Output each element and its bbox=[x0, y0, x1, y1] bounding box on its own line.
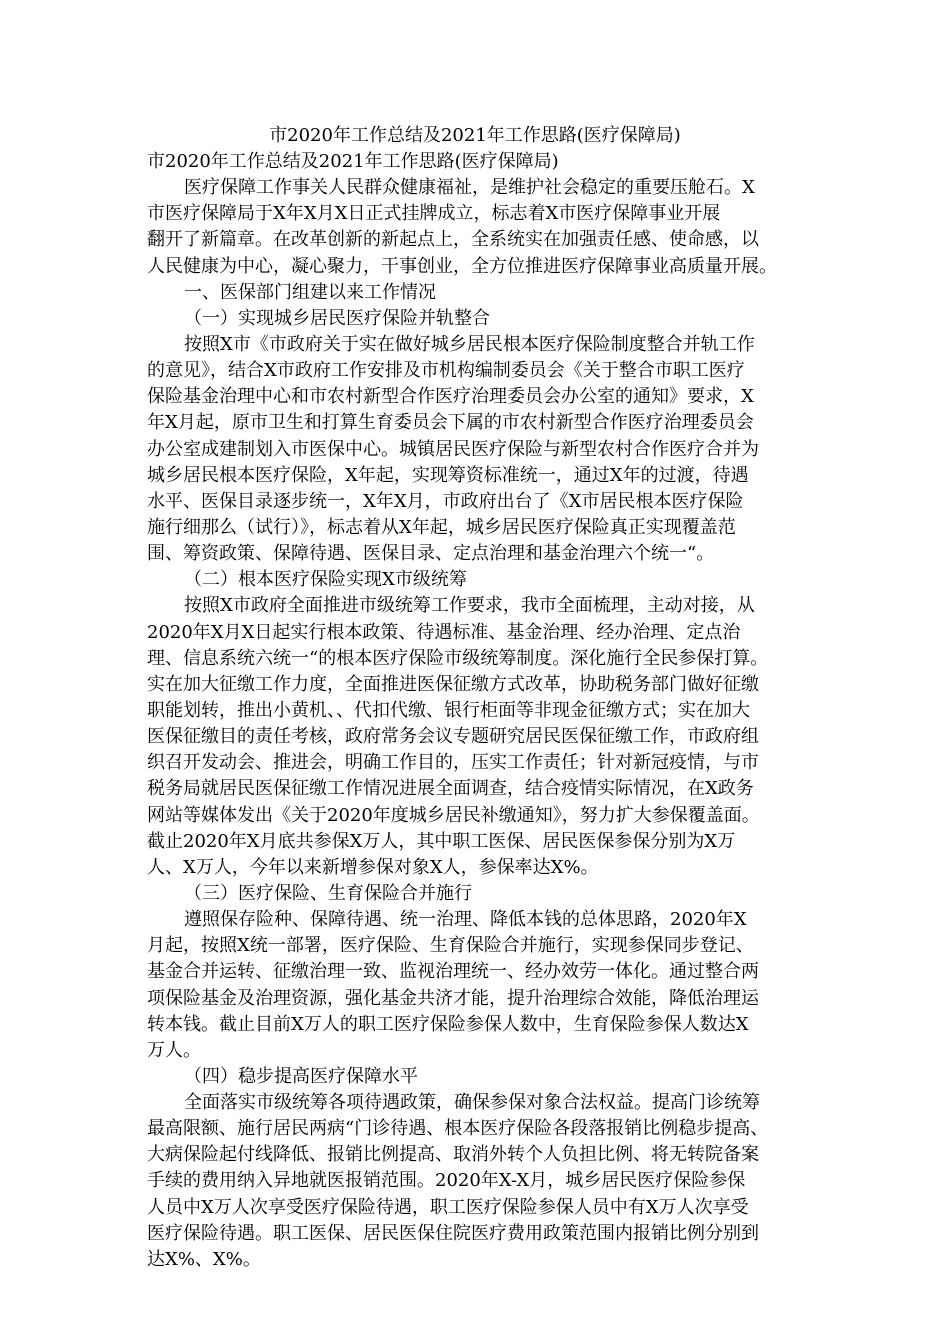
paragraph-line: 月起，按照X统一部署，医疗保险、生育保险合并施行，实现参保同步登记、 bbox=[147, 935, 754, 957]
paragraph-line: 医疗保险待遇。职工医保、居民医保住院医疗费用政策范围内报销比例分别到 bbox=[147, 1222, 759, 1244]
paragraph-line: 城乡居民根本医疗保险，X年起，实现筹资标准统一，通过X年的过渡，待遇 bbox=[147, 464, 749, 486]
paragraph-line: 实在加大征缴工作力度，全面推进医保征缴方式改革，协助税务部门做好征缴 bbox=[147, 673, 759, 695]
paragraph-line: 织召开发动会、推进会，明确工作目的，压实工作责任；针对新冠疫情，与市 bbox=[147, 752, 759, 774]
paragraph-line: 截止2020年X月底共参保X万人，其中职工医保、居民医保参保分别为X万 bbox=[147, 830, 736, 852]
text-line: 市2020年工作总结及2021年工作思路(医疗保障局) bbox=[147, 151, 559, 172]
paragraph-line: 办公室成建制划入市医保中心。城镇居民医疗保险与新型农村合作医疗合并为 bbox=[147, 438, 759, 460]
paragraph-line: 职能划转，推出小黄机、、代扣代缴、银行柜面等非现金征缴方式；实在加大 bbox=[147, 699, 750, 721]
paragraph-line: 理、信息系统六统一“的根本医疗保险市级统筹制度。深化施行全民参保打算。 bbox=[147, 647, 769, 669]
paragraph-line: 人民健康为中心，凝心聚力，干事创业，全方位推进医疗保障事业高质量开展。 bbox=[147, 255, 777, 277]
paragraph-line bbox=[147, 1273, 807, 1299]
paragraph-line: 按照X市政府全面推进市级统筹工作要求，我市全面梳理，主动对接，从 bbox=[184, 595, 755, 617]
paragraph-line: 按照X市《市政府关于实在做好城乡居民根本医疗保险制度整合并轨工作 bbox=[184, 333, 755, 355]
subsection-heading: （三）医疗保险、生育保险合并施行 bbox=[184, 882, 472, 904]
document-title: 市2020年工作总结及2021年工作思路(医疗保障局) bbox=[269, 125, 681, 146]
paragraph-line: 人、X万人，今年以来新增参保对象X人，参保率达X%。 bbox=[147, 856, 599, 878]
paragraph-line: 医疗保障工作事关人民群众健康福祉，是维护社会稳定的重要压舱石。X bbox=[184, 177, 755, 199]
section-heading: 一、医保部门组建以来工作情况 bbox=[184, 281, 436, 303]
paragraph-line: 基金合并运转、征缴治理一致、监视治理统一、经办效劳一体化。通过整合两 bbox=[147, 961, 759, 983]
paragraph-line: 翻开了新篇章。在改革创新的新起点上，全系统实在加强责任感、使命感，以 bbox=[147, 229, 759, 251]
subsection-heading: （二）根本医疗保险实现X市级统筹 bbox=[184, 569, 467, 591]
paragraph-line: 项保险基金及治理资源，强化基金共济才能，提升治理综合效能，降低治理运 bbox=[147, 987, 759, 1009]
paragraph-line: 的意见》，结合X市政府工作安排及市机构编制委员会《关于整合市职工医疗 bbox=[147, 360, 745, 382]
document-body bbox=[147, 149, 807, 1299]
paragraph-line: 最高限额、施行居民两病“门诊待遇、根本医疗保险各段落报销比例稳步提高、 bbox=[147, 1118, 769, 1140]
subsection-heading: （四）稳步提高医疗保障水平 bbox=[184, 1065, 418, 1087]
paragraph-line: 大病保险起付线降低、报销比例提高、取消外转个人负担比例、将无转院备案 bbox=[147, 1144, 759, 1166]
paragraph-line: 2020年X月X日起实行根本政策、待遇标准、基金治理、经办治理、定点治 bbox=[147, 621, 741, 643]
paragraph-line: 万人。 bbox=[147, 1039, 201, 1061]
paragraph-line: 市医疗保障局于X年X月X日正式挂牌成立，标志着X市医疗保障事业开展 bbox=[147, 203, 721, 225]
paragraph-line: 年X月起，原市卫生和打算生育委员会下属的市农村新型合作医疗治理委员会 bbox=[147, 412, 754, 434]
paragraph-line: 人员中X万人次享受医疗保险待遇，职工医疗保险参保人员中有X万人次享受 bbox=[147, 1196, 749, 1218]
subsection-heading: （一）实现城乡居民医疗保险并轨整合 bbox=[184, 307, 490, 329]
paragraph-line: 医保征缴目的责任考核，政府常务会议专题研究居民医保征缴工作，市政府组 bbox=[147, 726, 759, 748]
paragraph-line: 遵照保存险种、保障待遇、统一治理、降低本钱的总体思路，2020年X bbox=[184, 909, 747, 931]
paragraph-line: 全面落实市级统筹各项待遇政策，确保参保对象合法权益。提高门诊统筹 bbox=[184, 1092, 760, 1114]
paragraph-line: 网站等媒体发出《关于2020年度城乡居民补缴通知》，努力扩大参保覆盖面。 bbox=[147, 804, 760, 826]
paragraph-line: 转本钱。截止目前X万人的职工医疗保险参保人数中，生育保险参保人数达X bbox=[147, 1013, 749, 1035]
paragraph-line: 税务局就居民医保征缴工作情况进展全面调查，结合疫情实际情况，在X政务 bbox=[147, 778, 754, 800]
paragraph-line: 施行细那么（试行）》，标志着从X年起，城乡居民医疗保险真正实现覆盖范 bbox=[147, 516, 736, 538]
paragraph-line: 达X%、X%。 bbox=[147, 1248, 261, 1270]
paragraph-line: 保险基金治理中心和市农村新型合作医疗治理委员会办公室的通知》要求，X bbox=[147, 386, 754, 408]
paragraph-line: 围、筹资政策、保障待遇、医保目录、定点治理和基金治理六个统一“。 bbox=[147, 543, 715, 565]
paragraph-line: 手续的费用纳入异地就医报销范围。2020年X-X月，城乡居民医疗保险参保 bbox=[147, 1170, 746, 1192]
paragraph-line: 水平、医保目录逐步统一，X年X月，市政府出台了《X市居民根本医疗保险 bbox=[147, 490, 744, 512]
